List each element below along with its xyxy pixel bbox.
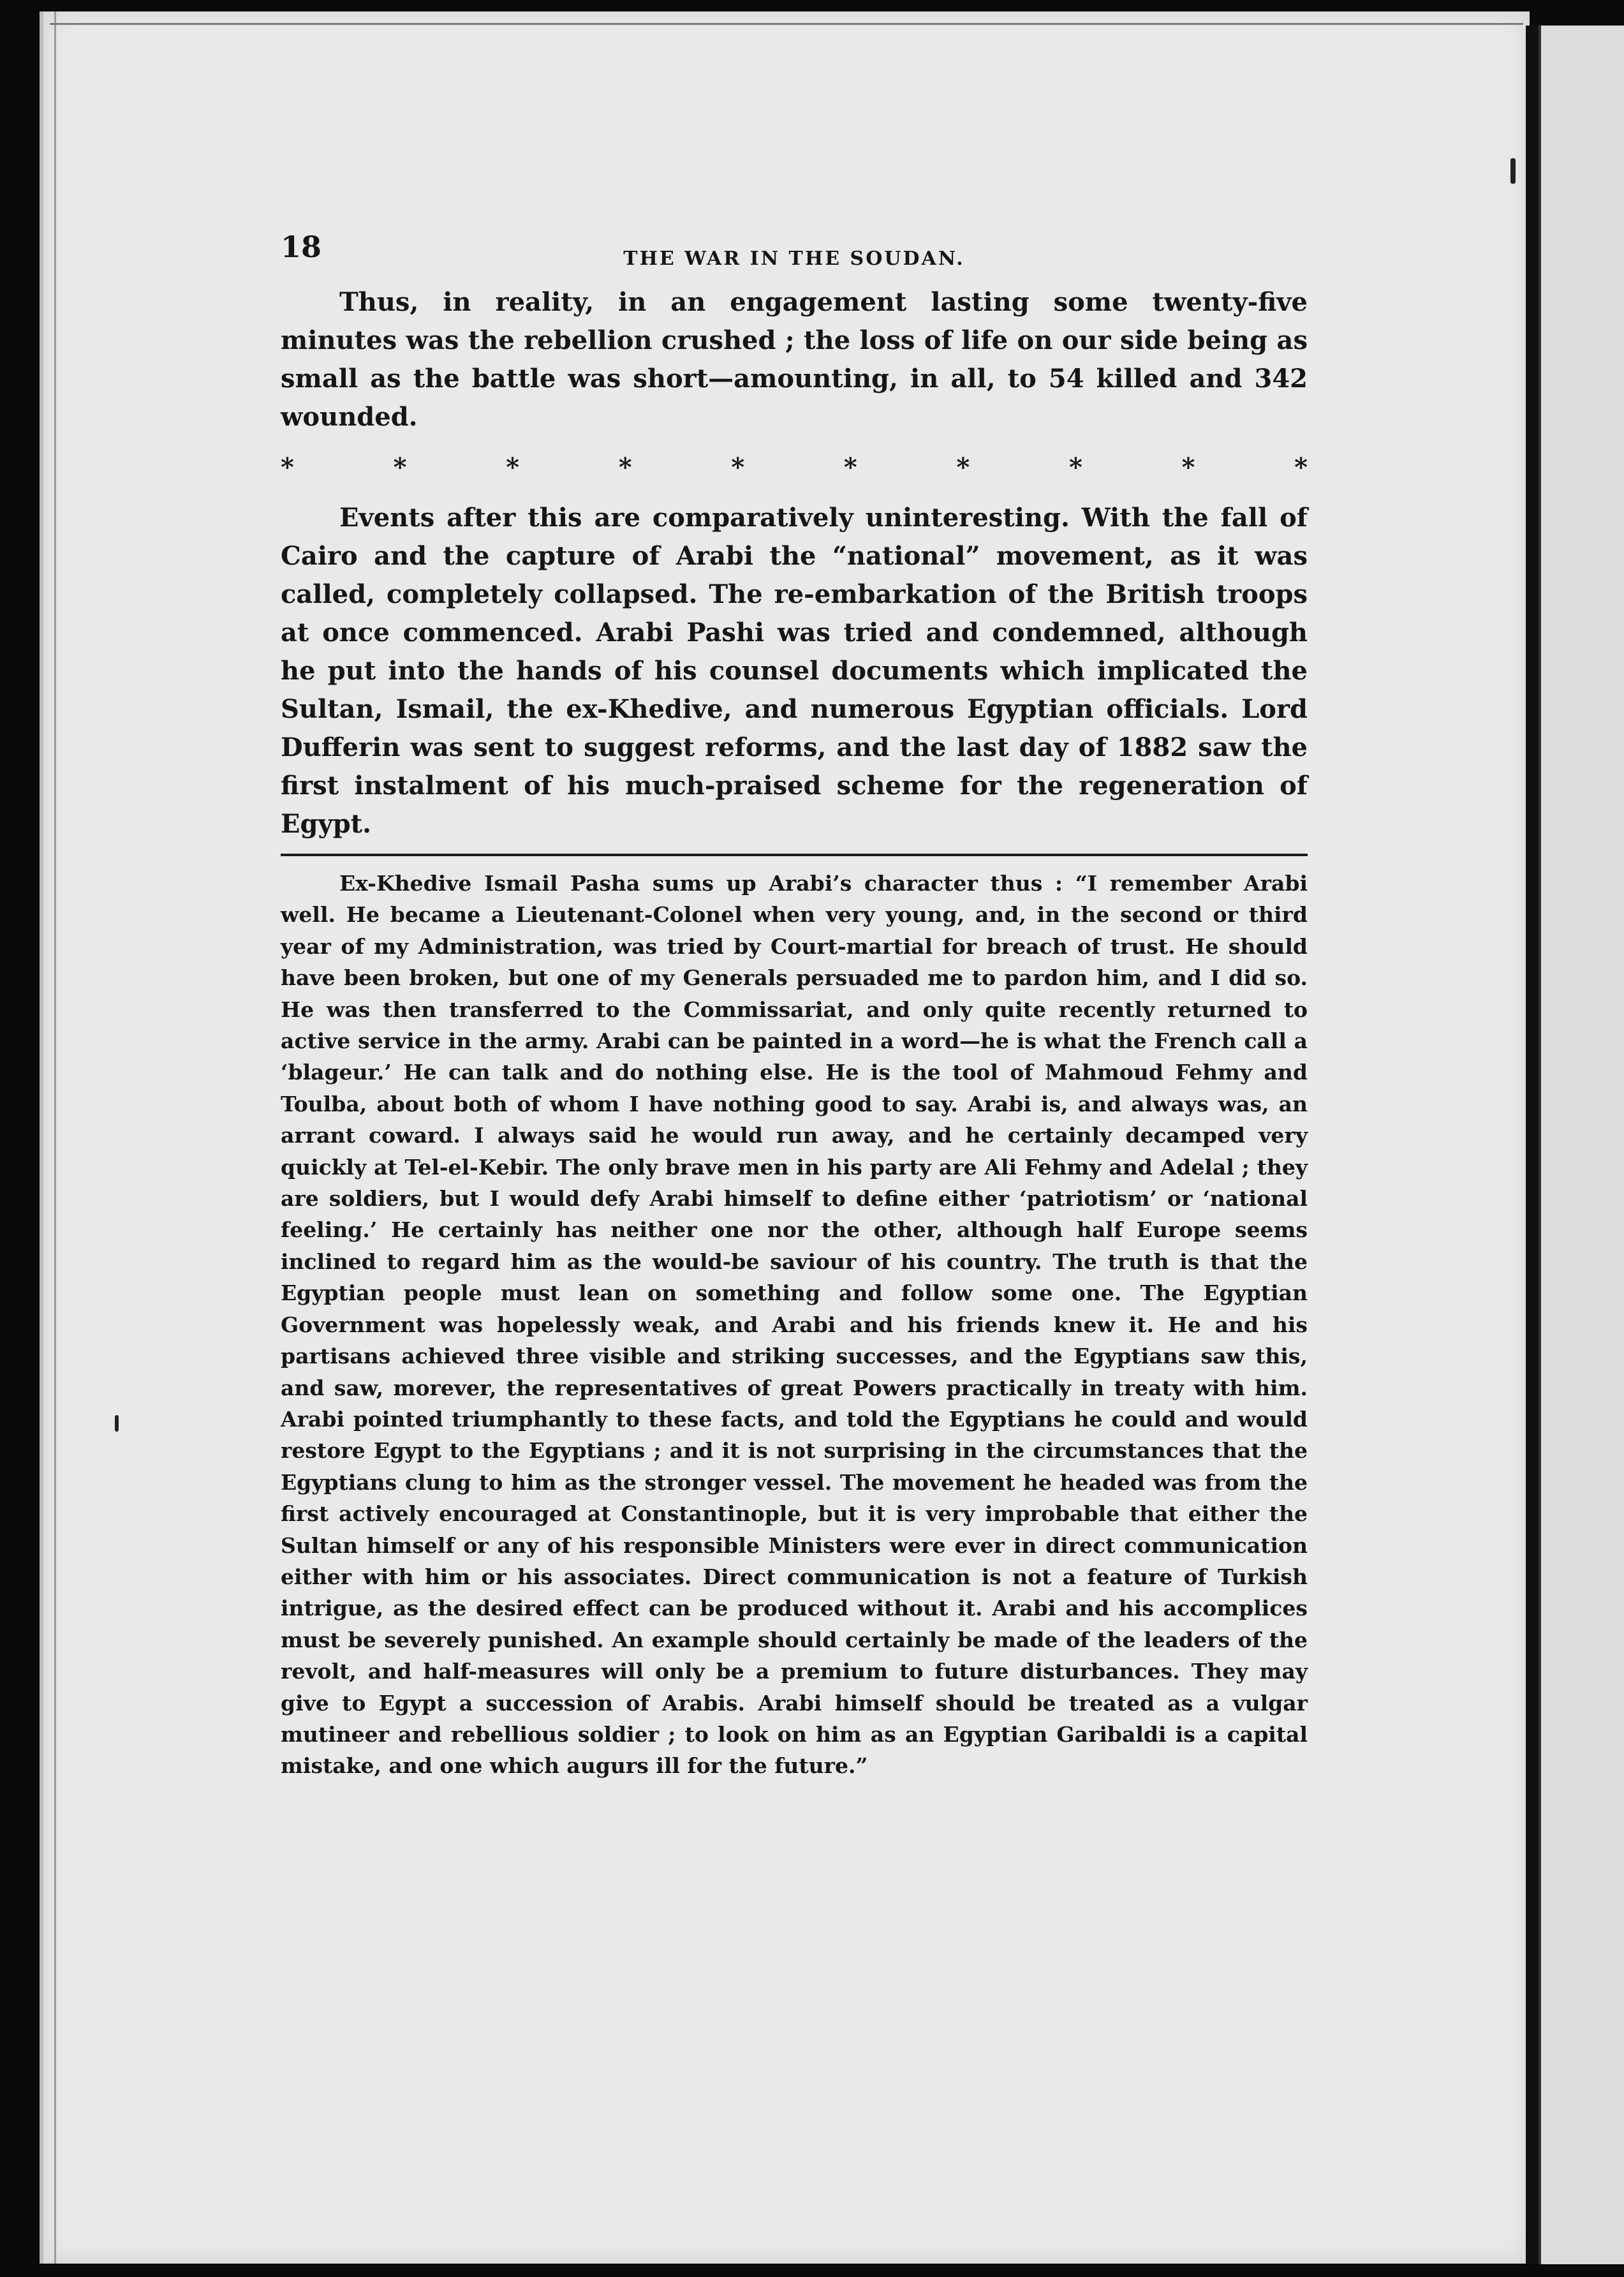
facing-page-edge — [1539, 26, 1624, 2264]
page-content — [281, 230, 1308, 1782]
section-break-star: * — [506, 452, 520, 482]
paragraph-1: Thus, in reality, in an engagement lasting some twenty-five minutes was the rebellion crushed ; the loss of life on our side being as small as the battle was short—amounting, in all, to 54 killed and 342 wounded. — [281, 287, 1308, 432]
section-break-star: * — [1294, 452, 1308, 482]
section-break-star: * — [1068, 452, 1082, 482]
section-break-star: * — [281, 452, 294, 482]
page-edge — [43, 11, 56, 2264]
page-header — [281, 230, 1308, 274]
scan-speck — [1510, 158, 1516, 184]
book-gutter — [1526, 26, 1539, 2264]
section-break-star: * — [618, 452, 632, 482]
footnote: Ex-Khedive Ismail Pasha sums up Arabi’s character thus : “I remember Arabi well. He became a Lieutenant-Colonel when very young, and, in the second or third year of my Administration, was tried by Court-martial for breach of trust. He should have been broken, but one of my Generals persuaded me to pardon him, and I did so. He was then transferred to the Commissariat, and only quite recently returned to active service in the army. Arabi can be painted in a word—he is what the French call a ‘blageur.’ He can talk and do nothing else. He is the tool of Mahmoud Fehmy and Toulba, about both of whom I have nothing good to say. Arabi is, and always was, an arrant coward. I always said he would run away, and he certainly decamped very quickly at Tel-el-Kebir. The only brave men in his party are Ali Fehmy and Adelal ; they are soldiers, but I would defy Arabi himself to define either ‘patriotism’ or ‘national feeling.’ He certainly has neither one nor the other, although half Europe seems inclined to regard him as the would-be saviour of his country. The truth is that the Egyptian people must lean on something and follow some one. The Egyptian Government was hopelessly weak, and Arabi and his friends knew it. He and his partisans achieved three visible and striking successes, and the Egyptians saw this, and saw, morever, the representatives of great Powers practically in treaty with him. Arabi pointed triumphantly to these facts, and told the Egyptians he could and would restore Egypt to the Egyptians ; and it is not surprising in the circumstances that the Egyptians clung to him as the stronger vessel. The movement he headed was from the first actively encouraged at Constantinople, but it is very improbable that either the Sultan himself or any of his responsible Ministers were ever in direct communication either with him or his associates. Direct communication is not a feature of Turkish intrigue, as the desired effect can be produced without it. Arabi and his accomplices must be severely punished. An example should certainly be made of the leaders of the revolt, and half-measures will only be a premium to future disturbances. They may give to Egypt a succession of Arabis. Arabi himself should be treated as a vulgar mutineer and rebellious soldier ; to look on him as an Egyptian Garibaldi is a capital mistake, and one which augurs ill for the future.” — [281, 871, 1308, 1779]
section-break-star: * — [956, 452, 970, 482]
page-number: 18 — [281, 230, 322, 264]
footnote-divider — [281, 854, 1308, 856]
paragraph-2: Events after this are comparatively uninteresting. With the fall of Cairo and the capture of Arabi the “national” movement, as it was called, completely collapsed. The re-embarkation of the British troops at once commenced. Arabi Pashi was tried and condemned, although he put into the hands of his counsel documents which implicated the Sultan, Ismail, the ex-Khedive, and numerous Egyptian officials. Lord Dufferin was sent to suggest reforms, and the last day of 1882 saw the first instalment of his much-praised scheme for the regeneration of Egypt. — [281, 503, 1308, 839]
section-break-star: * — [731, 452, 745, 482]
section-break — [281, 452, 1308, 484]
section-break-star: * — [1181, 452, 1195, 482]
running-head: THE WAR IN THE SOUDAN. — [623, 248, 965, 270]
page-top-edge — [50, 23, 1523, 25]
scan-speck — [115, 1415, 119, 1432]
section-break-star: * — [393, 452, 407, 482]
section-break-star: * — [843, 452, 857, 482]
